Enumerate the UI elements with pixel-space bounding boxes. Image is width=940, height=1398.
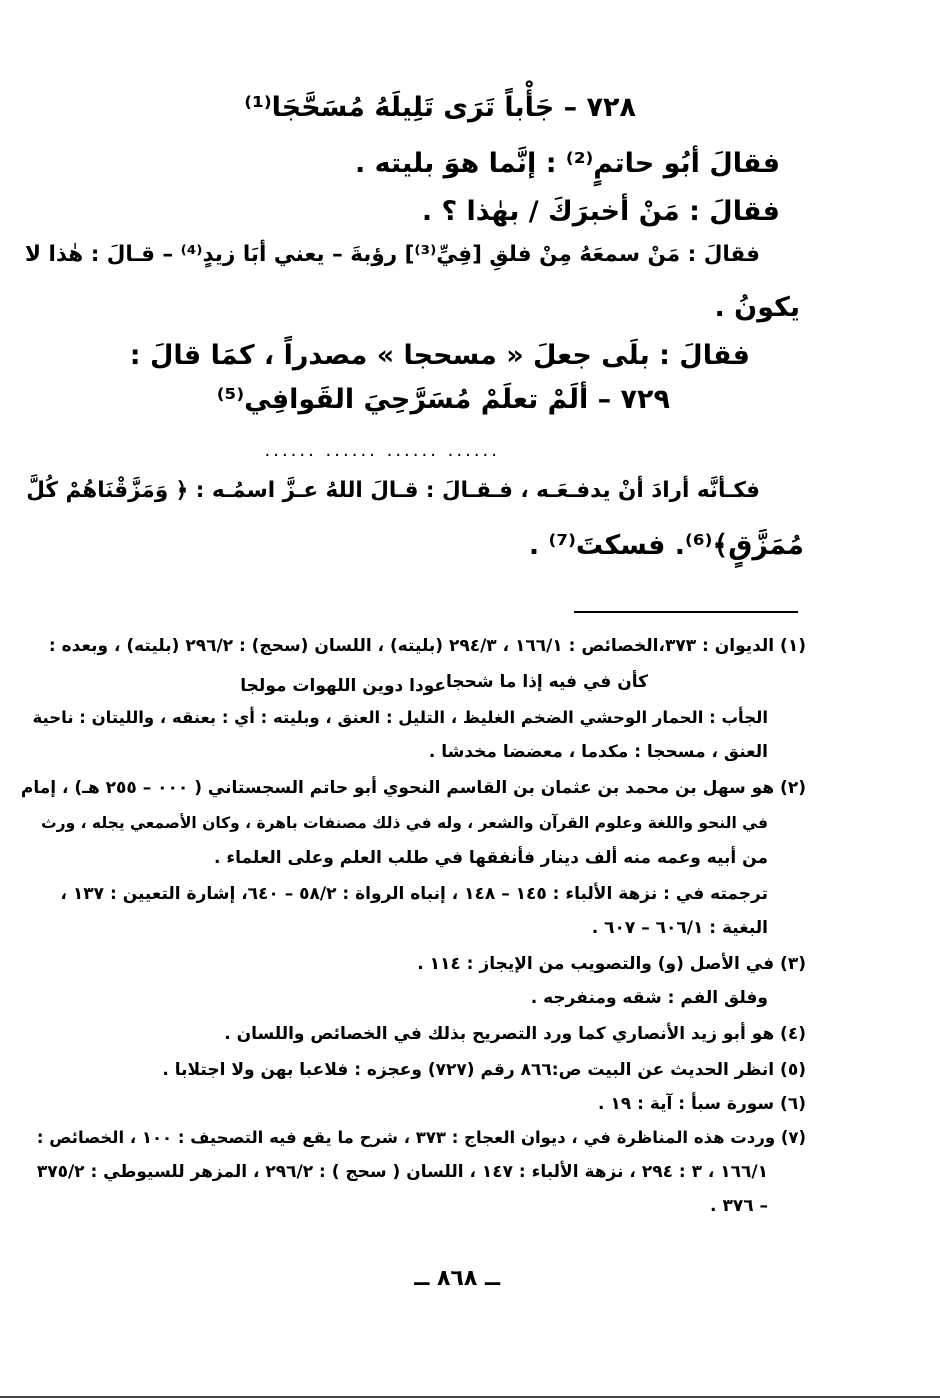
text-line-4b: يكونُ . <box>714 292 800 323</box>
footnote-1-poem-second-hemistich: عودا دوين اللهوات مولجا <box>240 676 446 696</box>
ellipsis-separator: ...... ...... ...... ...... <box>264 440 500 461</box>
footnote-7-line-3: – ٣٧٦ . <box>710 1196 768 1216</box>
footnote-1-poem-first-hemistich: كأن في فيه إذا ما شحجا <box>446 672 648 692</box>
footnote-7-line-1: (٧) وردت هذه المناظرة في ، ديوان العجاج : ٣٧٣ ، شرح ما يقع فيه التصحيف : ١٠٠ ، الخصائص : <box>36 1128 806 1147</box>
footnote-7-line-2: ١٦٦/١ ، ٣ : ٢٩٤ ، نزهة الألباء : ١٤٧ ، اللسان ( سحج ) : ٢٩٦/٢ ، المزهر للسيوطي : ٣٧٥/٢ <box>36 1162 768 1182</box>
footnote-2-line-2: في النحو واللغة وعلوم القرآن والشعر ، وله في ذلك مصنفات باهرة ، وكان الأصمعي يجله ، ورث <box>41 814 768 832</box>
verse-729: ٧٢٩ – ألَمْ تعلَمْ مُسَرَّحِيَ القَوافِي⁽⁵⁾ <box>216 384 670 415</box>
footnote-rule <box>574 611 798 613</box>
text-line-6b: مُمَزَّقٍ﴾⁽⁶⁾. فسكتَ⁽⁷⁾ . <box>528 530 804 561</box>
footnote-1-line-1: (١) الديوان : ٣٧٣،الخصائص : ١٦٦/١ ، ٢٩٤/٣ (بليته) ، اللسان (سحج) : ٢٩٦/٢ (بليته) ، وبعده : <box>48 636 806 656</box>
footnote-1-line-3: العنق ، مسحجا : مكدما ، معضضا مخدشا . <box>428 742 768 762</box>
footnote-6: (٦) سورة سبأ : آية : ١٩ . <box>598 1094 806 1114</box>
text-line-3: فقالَ : مَنْ أخبرَكَ / بهٰذا ؟ . <box>421 196 780 227</box>
footnote-5: (٥) انظر الحديث عن البيت ص:٨٦٦ رقم (٧٢٧) وعجزه : فلاعبا بهن ولا اجتلابا . <box>162 1060 806 1080</box>
footnote-2-line-1: (٢) هو سهل بن محمد بن عثمان بن القاسم النحوي أبو حاتم السجستاني ( ٠٠٠ – ٢٥٥ هـ) ، إمام <box>20 778 806 798</box>
footnote-2-line-5: البغية : ٦٠٦/١ – ٦٠٧ . <box>591 918 768 938</box>
page-number: ــ ٨٦٨ ــ <box>414 1266 500 1291</box>
text-line-4a: فقالَ : مَنْ سمعَهُ مِنْ فلقِ [فِيِّ⁽³⁾] رؤبةَ – يعني أبَا زيدٍ⁽⁴⁾ – قـالَ : هٰذا لا <box>25 242 760 267</box>
footnote-3-line-2: وفلق الفم : شقه ومنفرجه . <box>530 988 768 1008</box>
text-line-6a: فكـأنَّه أرادَ أنْ يدفـعَـه ، فـقـالَ : قـالَ اللهُ عـزَّ اسمُـه : ﴿ وَمَزَّقْنَاهُمْ كُلَّ <box>26 478 760 503</box>
footnote-4: (٤) هو أبو زيد الأنصاري كما ورد التصريح بذلك في الخصائص واللسان . <box>224 1024 806 1044</box>
footnote-3-line-1: (٣) في الأصل (و) والتصويب من الإيجاز : ١١٤ . <box>417 954 806 974</box>
verse-728: ٧٢٨ – جَأْباً تَرَى تَلِيلَهُ مُسَحَّجَا⁽¹⁾ <box>244 92 636 123</box>
footnote-1-line-2: الجأب : الحمار الوحشي الضخم الغليظ ، التليل : العنق ، وبليته : أي : بعنقه ، والليتان : ناحية <box>32 708 768 727</box>
footnote-2-line-4: ترجمته في : نزهة الألباء : ١٤٥ – ١٤٨ ، إنباه الرواة : ٥٨/٢ – ٦٤٠، إشارة التعيين : ١٣٧ ، <box>60 884 768 904</box>
text-line-5: فقالَ : بلَى جعلَ « مسحجا » مصدراً ، كمَا قالَ : <box>129 340 750 371</box>
footnote-2-line-3: من أبيه وعمه منه ألف دينار فأنفقها في طلب العلم وعلى العلماء . <box>214 848 768 868</box>
text-line-2: فقالَ أبُو حاتمٍ⁽²⁾ : إنَّما هوَ بليته . <box>354 148 780 179</box>
